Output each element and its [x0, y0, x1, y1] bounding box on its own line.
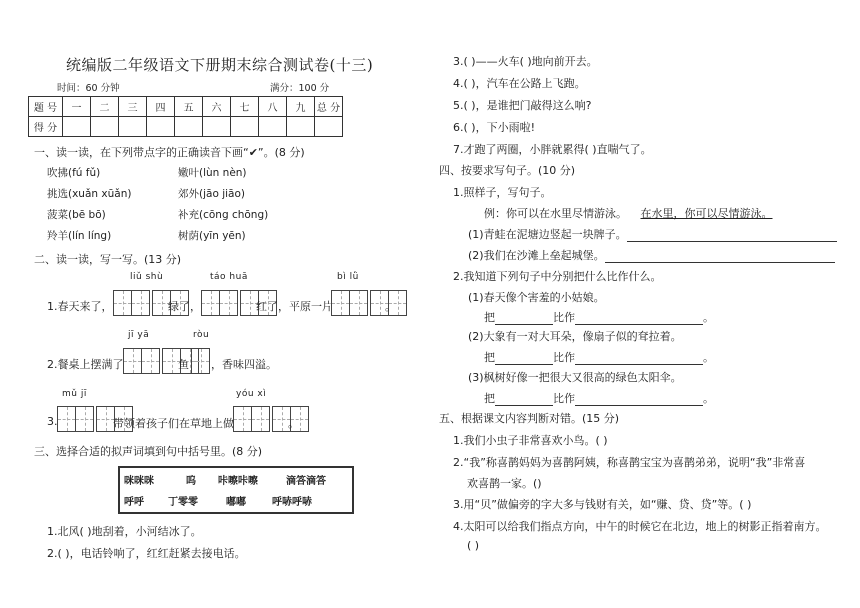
q5-heading: 五、根据课文内容判断对错。(15 分): [439, 412, 620, 425]
q3-s3: 3.( )——火车( )地向前开去。: [453, 55, 598, 68]
q4-p1b-text: (2)我们在沙滩上垒起城堡。: [468, 249, 605, 262]
q5-s4a: 4.太阳可以给我们指点方向，中午的时候它在北边，地上的树影正指着南方。: [453, 520, 827, 533]
score-input-cell[interactable]: [91, 117, 119, 137]
pinyin-label: bì lǜ: [337, 272, 359, 282]
q4-example: [484, 205, 773, 221]
pinyin-label: yóu xì: [236, 389, 267, 399]
score-input-cell[interactable]: [63, 117, 91, 137]
q4-p2b-answer: [484, 349, 714, 365]
word-bank-item: 呜: [186, 476, 196, 487]
q1-option[interactable]: 补充(cōng chōng): [178, 209, 269, 221]
score-input-cell[interactable]: [175, 117, 203, 137]
q4-heading: 四、按要求写句子。(10 分): [439, 164, 576, 177]
score-input-cell[interactable]: [259, 117, 287, 137]
q2-s2-pre: 2.餐桌上摆满了: [47, 358, 124, 371]
q1-option[interactable]: 郊外(jāo jiāo): [178, 188, 245, 200]
q4-p2b: (2)大象有一对大耳朵，像扇子似的耷拉着。: [468, 330, 682, 343]
example-prompt: 例：你可以在水里尽情游泳。: [484, 207, 627, 220]
answer-line[interactable]: [575, 364, 703, 365]
table-cell: 三: [119, 97, 147, 117]
q3-s1: 1.北风( )地刮着，小河结冰了。: [47, 525, 202, 538]
score-input-cell[interactable]: [203, 117, 231, 137]
score-table: [28, 96, 343, 137]
q4-p1: 1.照样子，写句子。: [453, 186, 552, 199]
biz-label: 比作: [553, 392, 575, 405]
score-table-header-row: [29, 97, 343, 117]
table-cell: 五: [175, 97, 203, 117]
q4-p1a: [468, 226, 837, 242]
q3-s5: 5.( )，是谁把门敲得这么响?: [453, 99, 592, 112]
table-cell: 四: [147, 97, 175, 117]
q2-heading: 二、读一读，写一写。(13 分): [34, 253, 182, 266]
q4-p2c-answer: [484, 390, 714, 406]
table-cell: 六: [203, 97, 231, 117]
score-input-cell[interactable]: [147, 117, 175, 137]
q2-s2-end: ，香味四溢。: [211, 358, 277, 371]
word-bank-item: 嘟嘟: [226, 497, 246, 508]
q5-s2b: 欢喜鹊一家。(): [467, 477, 542, 490]
q1-option[interactable]: 树荫(yīn yēn): [178, 230, 246, 242]
word-bank-box: [118, 466, 354, 514]
q4-p2c: (3)枫树好像一把很大又很高的绿色太阳伞。: [468, 371, 682, 384]
table-cell: 八: [259, 97, 287, 117]
score-input-cell[interactable]: [119, 117, 147, 137]
answer-line[interactable]: [495, 324, 553, 325]
q1-option[interactable]: 吹拂(fú fǔ): [47, 167, 101, 179]
pinyin-label: mǔ jī: [62, 389, 87, 399]
ba-label: 把: [484, 351, 495, 364]
q3-s4: 4.( )，汽车在公路上飞跑。: [453, 77, 586, 90]
answer-line[interactable]: [495, 364, 553, 365]
table-cell: 七: [231, 97, 259, 117]
answer-line[interactable]: [495, 405, 553, 406]
word-bank-item: 呼哧呼哧: [272, 497, 312, 508]
q5-s2a: 2.“我”称喜鹊妈妈为喜鹊阿姨，称喜鹊宝宝为喜鹊弟弟，说明“我”非常喜: [453, 456, 806, 469]
q4-p2a-answer: [484, 309, 714, 325]
q2-s3-pre: 3.: [47, 415, 58, 428]
answer-line[interactable]: [605, 262, 835, 263]
q5-s1: 1.我们小虫子非常喜欢小鸟。( ): [453, 434, 608, 447]
score-table-score-row: [29, 117, 343, 137]
table-cell: 总 分: [315, 97, 343, 117]
table-cell: 二: [91, 97, 119, 117]
q4-p1b: [468, 247, 835, 263]
pinyin-label: jī yā: [128, 330, 150, 340]
word-bank-item: 咪咪咪: [124, 476, 154, 487]
end-mark: 。: [703, 351, 714, 364]
example-answer: 在水里，你可以尽情游泳。: [640, 207, 773, 220]
biz-label: 比作: [553, 351, 575, 364]
q4-p2: 2.我知道下列句子中分别把什么比作什么。: [453, 270, 662, 283]
q1-option[interactable]: 羚羊(lín líng): [47, 230, 112, 242]
answer-line[interactable]: [575, 324, 703, 325]
pinyin-label: ròu: [193, 330, 210, 340]
q4-p2a: (1)春天像个害羞的小姑娘。: [468, 291, 605, 304]
score-input-cell[interactable]: [315, 117, 343, 137]
answer-line[interactable]: [575, 405, 703, 406]
score-input-cell[interactable]: [287, 117, 315, 137]
q1-option[interactable]: 菠菜(bē bō): [47, 209, 106, 221]
end-mark: 。: [703, 311, 714, 324]
table-cell: 得 分: [29, 117, 63, 137]
q4-p1a-text: (1)青蛙在泥塘边竖起一块牌子。: [468, 228, 627, 241]
pinyin-label: táo huā: [210, 272, 248, 282]
q2-s1-mid1: 绿了，: [168, 300, 201, 313]
q1-option[interactable]: 嫩叶(lùn nèn): [178, 167, 247, 179]
table-cell: 题 号: [29, 97, 63, 117]
q5-s4b: ( ): [467, 539, 480, 552]
score-input-cell[interactable]: [231, 117, 259, 137]
word-bank-item: 咔嚓咔嚓: [218, 476, 258, 487]
end-mark: 。: [703, 392, 714, 405]
page-title: 统编版二年级语文下册期末综合测试卷(十三): [66, 56, 374, 74]
ba-label: 把: [484, 392, 495, 405]
q2-s1-end: 。: [385, 300, 396, 313]
score-label: 满分：100 分: [270, 83, 330, 94]
table-cell: 九: [287, 97, 315, 117]
table-cell: 一: [63, 97, 91, 117]
q2-s3-end: 。: [288, 417, 299, 430]
q3-heading: 三、选择合适的拟声词填到句中括号里。(8 分): [34, 445, 263, 458]
time-label: 时间：60 分钟: [57, 83, 120, 94]
answer-line[interactable]: [627, 241, 837, 242]
q3-s6: 6.( )，下小雨啦!: [453, 121, 535, 134]
q2-s1-mid2: 红了，平原一片: [256, 300, 333, 313]
q1-option[interactable]: 挑选(xuǎn xūǎn): [47, 188, 132, 200]
q2-s2-mid: 鱼: [178, 358, 189, 371]
word-bank-item: 呼呼: [124, 497, 144, 508]
q3-s2: 2.( )，电话铃响了，红红赶紧去接电话。: [47, 547, 246, 560]
q2-s3-mid: 带领着孩子们在草地上做: [113, 417, 234, 430]
biz-label: 比作: [553, 311, 575, 324]
writing-grid-rou[interactable]: [191, 348, 210, 374]
q5-s3: 3.用“贝”做偏旁的字大多与钱财有关，如“赚、贷、贷”等。( ): [453, 498, 752, 511]
q2-s1-pre: 1.春天来了，: [47, 300, 113, 313]
q1-heading: 一、读一读，在下列带点字的正确读音下画“✔”。(8 分): [34, 146, 305, 159]
word-bank-item: 丁零零: [168, 497, 198, 508]
ba-label: 把: [484, 311, 495, 324]
q3-s7: 7.才跑了两圈，小胖就累得( )直喘气了。: [453, 143, 652, 156]
pinyin-label: liǔ shù: [130, 272, 164, 282]
word-bank-item: 滴答滴答: [286, 476, 326, 487]
